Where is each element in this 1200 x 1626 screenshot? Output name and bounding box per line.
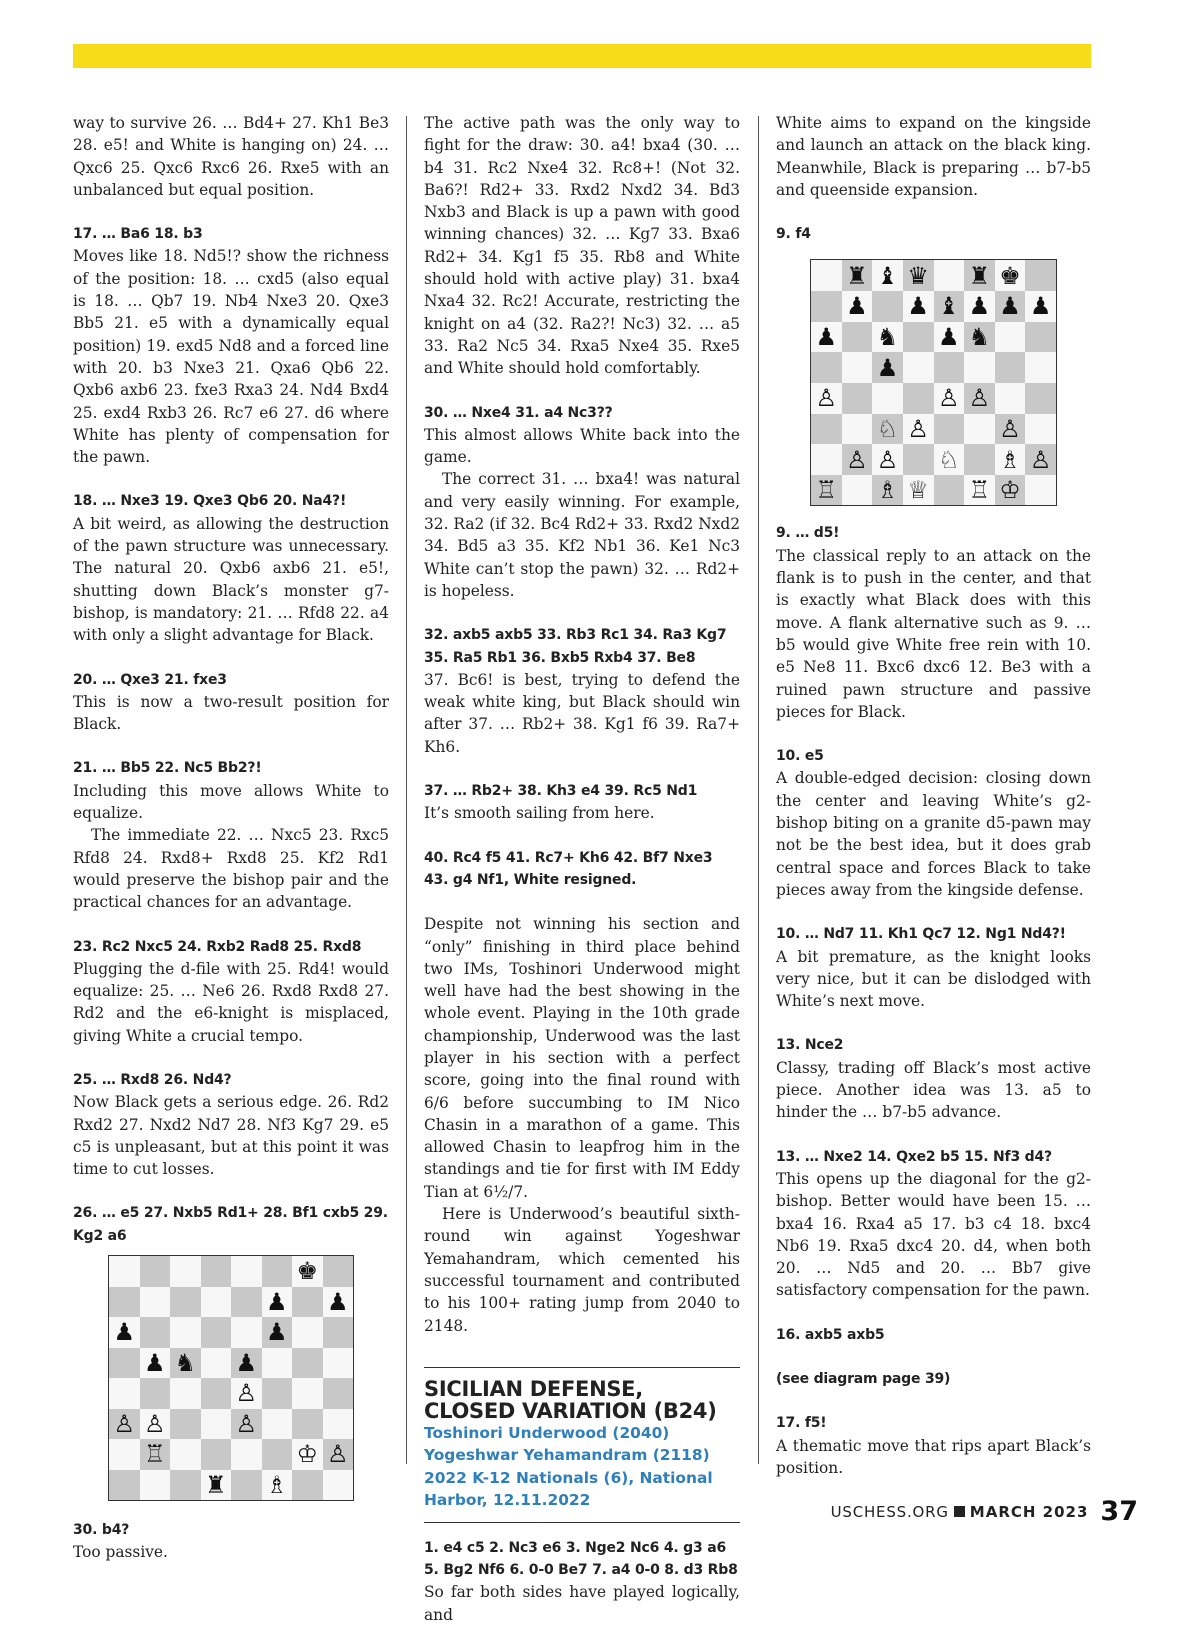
column-rule: [758, 116, 759, 1464]
board-square: [964, 260, 995, 291]
white-king-icon: ♔: [999, 476, 1021, 505]
paragraph: Plugging the d-file with 25. Rd4! would equalize: 25. … Ne6 26. Rxd8 Rxd8 27. Rd2 and the e6-knight is misplaced, giving White a crucial tempo.: [73, 959, 389, 1045]
board-square: [262, 1439, 293, 1470]
paragraph: It’s smooth sailing from here.: [424, 804, 655, 823]
black-pawn-icon: ♟: [907, 292, 929, 321]
white-pawn-icon: ♙: [968, 384, 991, 413]
paragraph: Now Black gets a serious edge. 26. Rd2 Rxd2 27. Nxd2 Nd7 28. Nf3 Kg7 29. e5 c5 is unpleasant, but at this point it was time to cut losses.: [73, 1093, 389, 1179]
black-pawn-icon: ♟: [143, 1348, 166, 1377]
black-pawn-icon: ♟: [265, 1318, 288, 1347]
board-square: [323, 1409, 354, 1440]
paragraph: A thematic move that rips apart Black’s position.: [776, 1436, 1091, 1477]
board-square: [934, 291, 965, 322]
white-player: Toshinori Underwood (2040): [424, 1423, 670, 1442]
board-square: [903, 383, 934, 414]
board-square: [964, 475, 995, 506]
board-square: [842, 260, 873, 291]
board-square: [140, 1287, 171, 1318]
board-square: [170, 1439, 201, 1470]
board-square: [109, 1317, 140, 1348]
board-square: [262, 1378, 293, 1409]
white-knight-icon: ♘: [876, 414, 899, 443]
board-square: [872, 260, 903, 291]
column-middle: [424, 112, 740, 1626]
board-square: [231, 1470, 262, 1501]
black-rook-icon: ♜: [968, 261, 991, 290]
board-square: [262, 1256, 293, 1287]
board-square: [934, 444, 965, 475]
black-pawn-icon: ♟: [265, 1287, 288, 1316]
board-square: [292, 1348, 323, 1379]
board-square: [872, 352, 903, 383]
board-square: [109, 1287, 140, 1318]
board-square: [934, 260, 965, 291]
white-knight-icon: ♘: [938, 445, 960, 474]
board-square: [323, 1348, 354, 1379]
board-square: [964, 414, 995, 445]
move-heading: 16. axb5 axb5: [776, 1326, 885, 1343]
black-knight-icon: ♞: [174, 1348, 196, 1377]
page-number: 37: [1100, 1496, 1138, 1527]
white-queen-icon: ♕: [907, 476, 929, 505]
board-square: [811, 322, 842, 353]
white-pawn-icon: ♙: [999, 414, 1021, 443]
move-heading: 40. Rc4 f5 41. Rc7+ Kh6 42. Bf7 Nxe3 43. g4 Nf1, White resigned.: [424, 849, 713, 888]
board-square: [292, 1287, 323, 1318]
black-queen-icon: ♛: [907, 261, 929, 290]
white-rook-icon: ♖: [143, 1440, 166, 1469]
paragraph: Classy, trading off Black’s most active piece. Another idea was 13. a5 to hinder the … b7-b5 advance.: [776, 1058, 1091, 1122]
board-square: [811, 291, 842, 322]
paragraph: Moves like 18. Nd5!? show the richness of the position: 18. … cxd5 (also equal is 18. … Qb7 19. Nb4 Nxe3 20. Qxe3 Bb5 21. e5 with a dynamically equal position) 19. exd5 Nd8 and a forced line with 20. b3 Nxe3 21. Qxa6 Qb6 22. Qxb6 axb6 23. fxe3 Rxa3 24. Nd4 Bxd4 25. exd4 Rxb3 26. Rc7 e6 27. d6 where White has plenty of compensation for the pawn.: [73, 247, 389, 467]
board-square: [811, 383, 842, 414]
board-square: [872, 322, 903, 353]
white-pawn-icon: ♙: [846, 445, 868, 474]
board-square: [323, 1287, 354, 1318]
footer-date: MARCH 2023: [969, 1502, 1089, 1521]
chess-diagram: [810, 259, 1057, 506]
board-square: [140, 1317, 171, 1348]
move-heading: 21. … Bb5 22. Nc5 Bb2?!: [73, 760, 262, 777]
white-pawn-icon: ♙: [113, 1409, 135, 1438]
black-pawn-icon: ♟: [326, 1287, 349, 1316]
move-heading: 23. Rc2 Nxc5 24. Rxb2 Rad8 25. Rxd8: [73, 938, 362, 955]
board-square: [964, 322, 995, 353]
board-square: [842, 352, 873, 383]
board-square: [811, 260, 842, 291]
board-square: [201, 1256, 232, 1287]
white-pawn-icon: ♙: [1029, 445, 1052, 474]
board-square: [140, 1439, 171, 1470]
board-square: [231, 1439, 262, 1470]
move-heading: 17. f5!: [776, 1415, 827, 1432]
board-square: [964, 352, 995, 383]
board-square: [1025, 444, 1056, 475]
white-bishop-icon: ♗: [876, 476, 899, 505]
paragraph: The classical reply to an attack on the flank is to push in the center, and that is exactly what Black does with this move. A flank alternative such as 9. … b5 would give White free rein with 10. e5 Ne8 11. Bxc6 dxc6 12. Be3 with a ruined pawn structure and passive pieces for Black.: [776, 546, 1091, 721]
board-square: [995, 475, 1026, 506]
board-square: [262, 1470, 293, 1501]
black-bishop-icon: ♝: [938, 292, 960, 321]
move-heading: 13. Nce2: [776, 1037, 844, 1054]
board-square: [201, 1317, 232, 1348]
black-player: Yogeshwar Yehamandram (2118): [424, 1446, 710, 1465]
board-square: [140, 1256, 171, 1287]
board-square: [170, 1317, 201, 1348]
move-heading: 30. b4?: [73, 1522, 130, 1539]
board-square: [1025, 383, 1056, 414]
move-heading: 10. e5: [776, 748, 824, 765]
board-square: [1025, 260, 1056, 291]
white-pawn-icon: ♙: [815, 384, 838, 413]
board-square: [995, 444, 1026, 475]
board-square: [201, 1287, 232, 1318]
board-square: [231, 1256, 262, 1287]
event-info: 2022 K-12 Nationals (6), National Harbor, 12.11.2022: [424, 1468, 713, 1510]
board-square: [842, 291, 873, 322]
board-square: [201, 1439, 232, 1470]
move-heading: 10. … Nd7 11. Kh1 Qc7 12. Ng1 Nd4?!: [776, 926, 1066, 943]
paragraph: Too passive.: [73, 1543, 168, 1562]
move-heading: 1. e4 c5 2. Nc3 e6 3. Nge2 Nc6 4. g3 a6 5. Bg2 Nf6 6. 0-0 Be7 7. a4 0-0 8. d3 Rb8: [424, 1539, 738, 1579]
board-square: [934, 352, 965, 383]
board-square: [170, 1378, 201, 1409]
move-heading: 9. f4: [776, 226, 811, 243]
board-square: [323, 1439, 354, 1470]
board-square: [842, 383, 873, 414]
board-square: [231, 1378, 262, 1409]
board-square: [201, 1348, 232, 1379]
board-square: [872, 444, 903, 475]
black-bishop-icon: ♝: [876, 261, 899, 290]
board-square: [842, 322, 873, 353]
diagram-reference: (see diagram page 39): [776, 1370, 951, 1387]
paragraph: So far both sides have played logically, and: [424, 1583, 740, 1624]
board-square: [140, 1348, 171, 1379]
black-pawn-icon: ♟: [968, 292, 991, 321]
move-heading: 37. … Rb2+ 38. Kh3 e4 39. Rc5 Nd1: [424, 783, 698, 800]
board-square: [1025, 414, 1056, 445]
board-square: [231, 1287, 262, 1318]
board-square: [842, 444, 873, 475]
board-square: [995, 352, 1026, 383]
black-pawn-icon: ♟: [938, 323, 960, 352]
move-heading: 18. … Nxe3 19. Qxe3 Qb6 20. Na4?!: [73, 493, 347, 510]
move-heading: 30. … Nxe4 31. a4 Nc3??: [424, 404, 613, 421]
white-king-icon: ♔: [296, 1440, 318, 1469]
black-pawn-icon: ♟: [113, 1318, 135, 1347]
move-heading: 17. … Ba6 18. b3: [73, 226, 203, 243]
board-square: [903, 475, 934, 506]
black-pawn-icon: ♟: [1029, 292, 1052, 321]
board-square: [1025, 322, 1056, 353]
board-square: [140, 1378, 171, 1409]
paragraph: A double-edged decision: closing down the center and leaving White’s g2-bishop biting on a granite d5-pawn may not be the best idea, but it does grab central space and forces Black to take pieces away from the kingside defense.: [776, 769, 1091, 899]
board-square: [201, 1409, 232, 1440]
board-square: [109, 1378, 140, 1409]
board-square: [292, 1470, 323, 1501]
paragraph: The correct 31. … bxa4! was natural and very easily winning. For example, 32. Ra2 (if 32. Bc4 Rd2+ 33. Rxd2 Nxd2 34. Bd5 a3 35. Kf2 Nb1 36. Ke1 Nc3 White can’t stop the pawn) 32. … Rd2+ is hopeless.: [424, 470, 740, 600]
paragraph: A bit weird, as allowing the destruction of the pawn structure was unnecessary. The natural 20. Qxb6 axb6 21. e5!, shutting down Black’s monster g7-bishop, is mandatory: 21. … Rfd8 22. a4 with only a slight advantage for Black.: [73, 514, 389, 645]
board-square: [811, 475, 842, 506]
paragraph: A bit premature, as the knight looks very nice, but it can be dislodged with White’s next move.: [776, 947, 1091, 1011]
board-square: [1025, 352, 1056, 383]
column-rule: [406, 116, 407, 1464]
paragraph: The active path was the only way to fight for the draw: 30. a4! bxa4 (30. … b4 31. Rc2 Nxe4 32. Rc8+! (Not 32. Ba6?! Rd2+ 33. Rxd2 Nxd2 34. Bd3 Nxb3 and Black is up a pawn with good winning chances) 32. … Kg7 33. Bxa6 Rd2+ 34. Kg1 f5 35. Rb8 and White should hold with active play) 31. bxa4 Nxa4 32. Rc2! Accurate, restricting the knight on a4 (32. Ra2?! Nc3) 32. … a5 33. Ra2 Nc5 34. Rxa5 Nxe4 35. Rxe5 and White should hold comfortably.: [424, 114, 740, 378]
board-square: [262, 1287, 293, 1318]
black-king-icon: ♚: [296, 1257, 318, 1286]
white-pawn-icon: ♙: [907, 414, 929, 443]
board-square: [109, 1409, 140, 1440]
board-square: [323, 1317, 354, 1348]
move-heading: 20. … Qxe3 21. fxe3: [73, 671, 227, 688]
game-title: SICILIAN DEFENSE, CLOSED VARIATION (B24): [424, 1376, 717, 1423]
move-heading: 13. … Nxe2 14. Qxe2 b5 15. Nf3 d4?: [776, 1148, 1052, 1165]
board-square: [292, 1317, 323, 1348]
board-square: [262, 1409, 293, 1440]
black-pawn-icon: ♟: [815, 323, 838, 352]
board-square: [109, 1439, 140, 1470]
board-square: [872, 383, 903, 414]
footer-separator: [954, 1506, 965, 1517]
move-heading: 25. … Rxd8 26. Nd4?: [73, 1071, 232, 1088]
board-square: [995, 260, 1026, 291]
board-square: [170, 1256, 201, 1287]
board-square: [903, 444, 934, 475]
board-square: [872, 291, 903, 322]
board-square: [292, 1256, 323, 1287]
paragraph: Here is Underwood’s beautiful sixth-round win against Yogeshwar Yemahandram, which cemented his successful tournament and contributed to his 100+ rating jump from 2040 to 2148.: [424, 1205, 740, 1335]
board-square: [842, 414, 873, 445]
paragraph: way to survive 26. … Bd4+ 27. Kh1 Be3 28. e5! and White is hanging on) 24. … Qxc6 25. Qxc6 Rxc6 26. Rxe5 with an unbalanced but equal position.: [73, 114, 389, 199]
paragraph: Despite not winning his section and “only” finishing in third place behind two IMs, Toshinori Underwood might well have had the best showing in the whole event. Playing in the 10th grade championship, Underwood was the last player in his section with a perfect score, going into the final round with 6/6 before succumbing to IM Nico Chasin in a marathon of a game. This allowed Chasin to leapfrog him in the standings and tie for first with IM Eddy Tian at 6½/7.: [424, 915, 740, 1201]
board-square: [934, 414, 965, 445]
board-square: [140, 1470, 171, 1501]
black-pawn-icon: ♟: [846, 292, 868, 321]
black-rook-icon: ♜: [846, 261, 868, 290]
board-square: [170, 1348, 201, 1379]
board-square: [903, 260, 934, 291]
white-pawn-icon: ♙: [235, 1409, 257, 1438]
game-header-box: [424, 1367, 740, 1523]
board-square: [323, 1378, 354, 1409]
white-rook-icon: ♖: [815, 476, 838, 505]
board-square: [170, 1409, 201, 1440]
board-square: [170, 1470, 201, 1501]
board-square: [1025, 475, 1056, 506]
board-square: [262, 1317, 293, 1348]
header-color-bar: [73, 44, 1091, 68]
board-square: [109, 1470, 140, 1501]
board-square: [1025, 291, 1056, 322]
white-pawn-icon: ♙: [876, 445, 899, 474]
board-square: [231, 1409, 262, 1440]
black-knight-icon: ♞: [968, 323, 991, 352]
black-pawn-icon: ♟: [999, 292, 1021, 321]
paragraph: This almost allows White back into the game.: [424, 425, 740, 467]
board-square: [903, 414, 934, 445]
board-square: [109, 1256, 140, 1287]
page-footer: [831, 1496, 1138, 1527]
column-left: [73, 112, 389, 1564]
board-square: [811, 352, 842, 383]
board-square: [964, 444, 995, 475]
black-king-icon: ♚: [999, 261, 1021, 290]
black-pawn-icon: ♟: [235, 1348, 257, 1377]
move-heading: 26. … e5 27. Nxb5 Rd1+ 28. Bf1 cxb5 29. Kg2 a6: [73, 1205, 388, 1244]
board-square: [903, 352, 934, 383]
board-square: [934, 475, 965, 506]
board-square: [995, 414, 1026, 445]
black-rook-icon: ♜: [204, 1470, 227, 1499]
white-bishop-icon: ♗: [265, 1470, 288, 1499]
board-square: [934, 322, 965, 353]
board-square: [811, 414, 842, 445]
paragraph: The immediate 22. … Nxc5 23. Rxc5 Rfd8 24. Rxd8+ Rxd8 25. Kf2 Rd1 would preserve the bishop pair and the practical chances for an advantage.: [73, 826, 389, 912]
paragraph: 37. Bc6! is best, trying to defend the weak white king, but Black should win after 37. … Rb2+ 38. Kg1 f6 39. Ra7+ Kh6.: [424, 670, 740, 756]
board-square: [292, 1378, 323, 1409]
paragraph: This is now a two-result position for Black.: [73, 692, 389, 734]
board-square: [964, 291, 995, 322]
board-square: [995, 322, 1026, 353]
white-pawn-icon: ♙: [143, 1409, 166, 1438]
board-square: [201, 1378, 232, 1409]
board-square: [964, 383, 995, 414]
column-right: [776, 112, 1091, 1479]
board-square: [842, 475, 873, 506]
board-square: [140, 1409, 171, 1440]
board-square: [903, 322, 934, 353]
white-pawn-icon: ♙: [326, 1440, 349, 1469]
paragraph: Including this move allows White to equalize.: [73, 781, 389, 823]
board-square: [903, 291, 934, 322]
board-square: [934, 383, 965, 414]
board-square: [323, 1470, 354, 1501]
chess-diagram: [108, 1255, 354, 1501]
board-square: [201, 1470, 232, 1501]
white-pawn-icon: ♙: [235, 1379, 257, 1408]
board-square: [995, 291, 1026, 322]
board-square: [872, 414, 903, 445]
black-knight-icon: ♞: [876, 323, 899, 352]
board-square: [323, 1256, 354, 1287]
board-square: [231, 1348, 262, 1379]
white-bishop-icon: ♗: [999, 445, 1021, 474]
board-square: [109, 1348, 140, 1379]
board-square: [995, 383, 1026, 414]
board-square: [292, 1439, 323, 1470]
white-rook-icon: ♖: [968, 476, 991, 505]
board-square: [262, 1348, 293, 1379]
black-pawn-icon: ♟: [876, 353, 899, 382]
board-square: [811, 444, 842, 475]
paragraph: This opens up the diagonal for the g2-bishop. Better would have been 15. … bxa4 16. Rxa4 a5 17. b3 c4 18. bxc4 Nb6 19. Rxa5 dxc4 20. d4, when both 20. … Nd5 and 20. … Bb7 give satisfactory compensation for the pawn.: [776, 1169, 1091, 1300]
white-pawn-icon: ♙: [938, 384, 960, 413]
board-square: [872, 475, 903, 506]
footer-site: USCHESS.ORG: [830, 1502, 949, 1521]
paragraph: White aims to expand on the kingside and launch an attack on the black king. Meanwhile, Black is preparing … b7-b5 and queenside expansion.: [776, 114, 1091, 199]
board-square: [292, 1409, 323, 1440]
board-square: [170, 1287, 201, 1318]
move-heading: 32. axb5 axb5 33. Rb3 Rc1 34. Ra3 Kg7 35. Ra5 Rb1 36. Bxb5 Rxb4 37. Be8: [424, 627, 727, 666]
board-square: [231, 1317, 262, 1348]
move-heading: 9. … d5!: [776, 525, 840, 542]
